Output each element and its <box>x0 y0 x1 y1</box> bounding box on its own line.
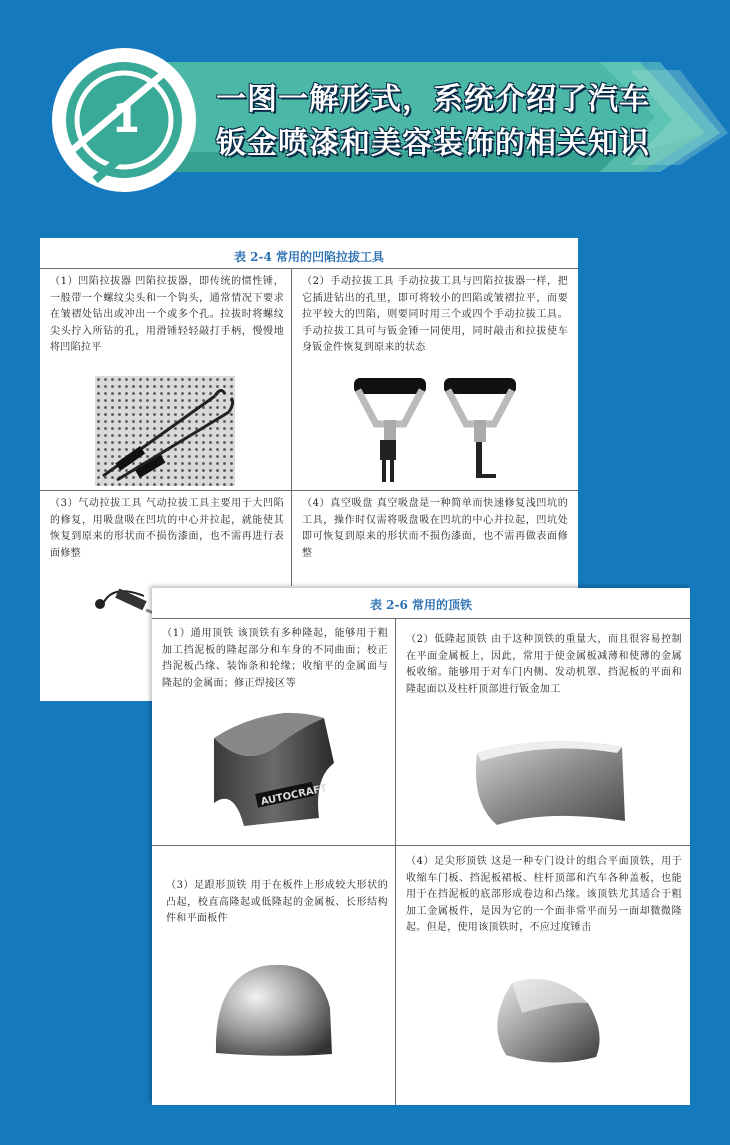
cell-hand-puller: （2）手动拉拔工具 手动拉拔工具与凹陷拉拔器一样，把它插进钻出的孔里，即可将较小的凹陷或皱褶拉平，而要拉平较大的凹陷，则要同时用三个或四个手动拉拔工具。手动拉拔工具可与钣金锤一同使用，同时敲击和拉拔使车身钣金件恢复到原来的状态 <box>302 276 568 353</box>
heel-dolly-photo <box>208 958 338 1063</box>
hand-puller-photo <box>340 376 530 486</box>
low-crown-dolly-photo <box>457 733 627 828</box>
slide-hammer-photo <box>95 376 235 486</box>
table-title: 表 2-4 常用的凹陷拉拔工具 <box>233 250 385 264</box>
table-title: 表 2-6 常用的顶铁 <box>369 598 473 612</box>
cell-heel-dolly: （3）足跟形顶铁 用于在板件上形成较大形状的凸起，校直高隆起或低隆起的金属板、长形结构件和平面板件 <box>166 880 388 924</box>
toe-dolly-photo <box>482 973 612 1073</box>
dolly-brand-label: AUTOCRAFT <box>259 783 329 808</box>
cell-vacuum-cup: （4）真空吸盘 真空吸盘是一种简单而快速修复浅凹坑的工具，操作时仅需将吸盘吸在凹坑的中心并拉起，凹坑处即可恢复到原来的形状而不损伤漆面，也不需再做表面修整 <box>302 498 568 559</box>
table-dollies <box>152 588 690 1105</box>
headline-line-2: 钣金喷漆和美容装饰的相关知识 <box>216 126 650 161</box>
banner-headline <box>216 78 696 166</box>
cell-pneumatic-puller: （3）气动拉拔工具 气动拉拔工具主要用于大凹陷的修复，用吸盘吸在凹坑的中心并拉起，就能使其恢复到原来的形状而不损伤漆面，也不需再进行表面修整 <box>50 498 284 559</box>
badge-number: 1 <box>112 96 140 142</box>
cell-toe-dolly: （4）足尖形顶铁 这是一种专门设计的组合平面顶铁，用于收缩车门板、挡泥板裙板、柱杆顶部和汽车各种盖板，也能用于在挡泥板的底部形成卷边和凸缘。该顶铁尤其适合于粗加工金属板件，是因为它的一个面非常平而另一面却微微隆起。但是，使用该顶铁时，不应过度锤击 <box>406 856 682 933</box>
cell-dent-puller: （1）凹陷拉拔器 凹陷拉拔器，即传统的惯性锤，一般带一个螺纹尖头和一个钩头，通常情况下要求在皱褶处钻出或冲出一个或多个孔。拉拔时将螺纹尖头拧入所钻的孔，用滑锤轻轻敲打手柄，慢慢地将凹陷拉平 <box>50 276 284 353</box>
cell-low-crown-dolly: （2）低隆起顶铁 由于这种顶铁的重量大，而且很容易控制在平面金属板上，因此，常用于使金属板减薄和使薄的金属板收缩。能够用于对车门内侧、发动机罩、挡泥板的平面和隆起面以及柱杆顶部进行钣金加工 <box>406 634 682 695</box>
universal-dolly-photo <box>204 708 344 833</box>
cell-universal-dolly: （1）通用顶铁 该顶铁有多种隆起，能够用于粗加工挡泥板的隆起部分和车身的不同曲面；校正挡泥板凸缘、装饰条和轮缘；收缩平的金属面与隆起的金属面；修正焊接区等 <box>162 628 388 689</box>
header-banner <box>0 0 730 230</box>
headline-line-1: 一图一解形式，系统介绍了汽车 <box>216 82 650 117</box>
